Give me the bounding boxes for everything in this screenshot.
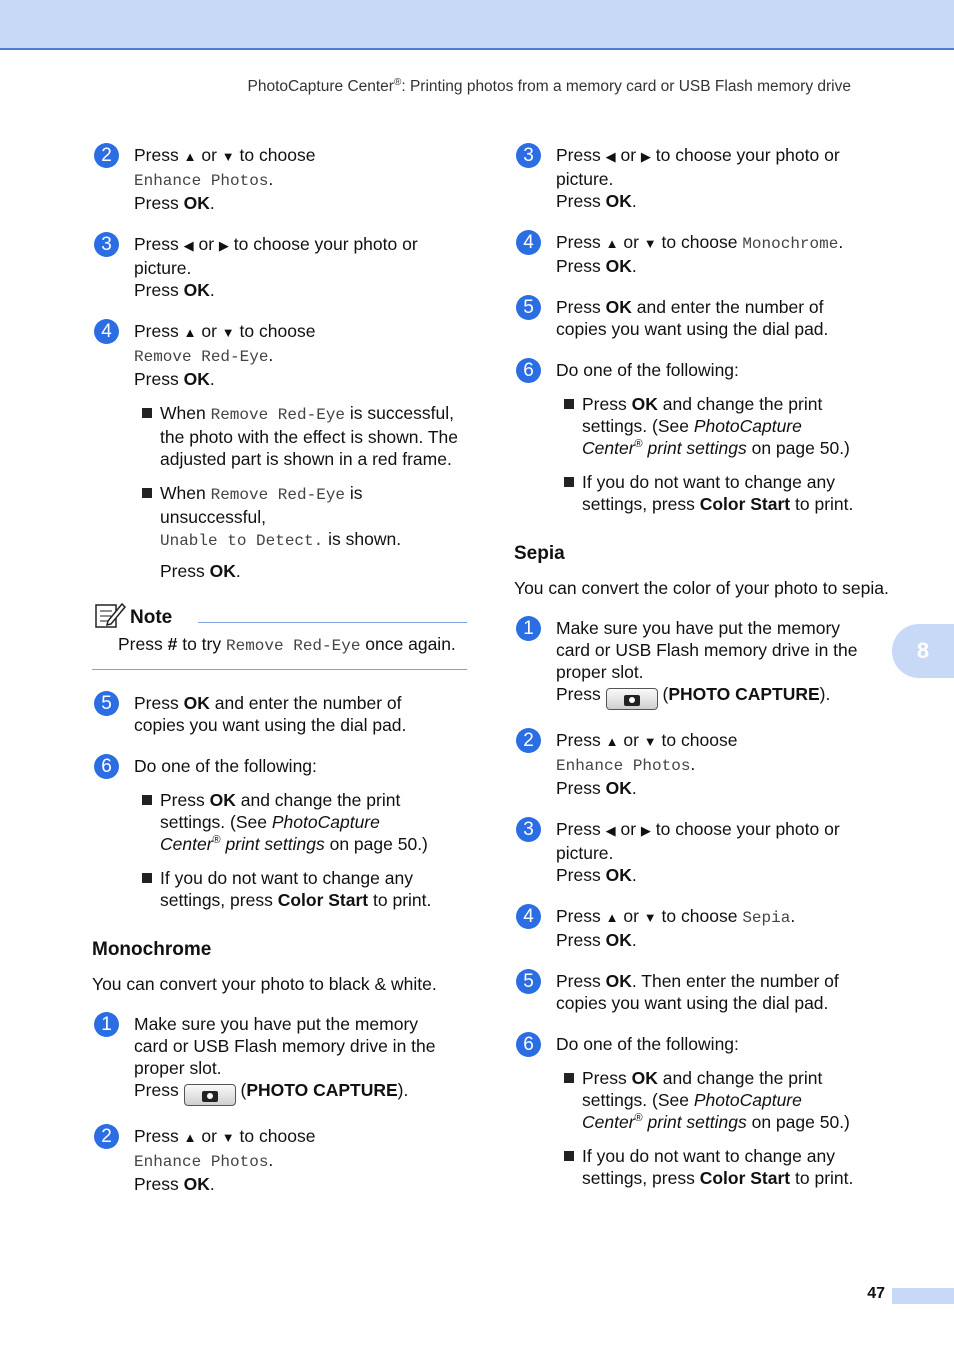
step-enhance: 2 Press ▲ or ▼ to choose Enhance Photos. Press OK.	[92, 144, 467, 214]
up-arrow-icon: ▲	[183, 325, 197, 340]
step-number: 2	[94, 143, 119, 168]
sepia-desc: You can convert the color of your photo to sepia.	[514, 578, 889, 598]
step-number: 5	[94, 691, 119, 716]
camera-icon	[202, 1091, 218, 1102]
running-header: PhotoCapture Center®: Printing photos from a memory card or USB Flash memory drive	[247, 76, 851, 95]
top-banner	[0, 0, 954, 50]
step-number: 4	[516, 904, 541, 929]
step-copies: 5 Press OK and enter the number of copies you want using the dial pad.	[92, 692, 467, 736]
step-number: 4	[94, 319, 119, 344]
bullet-change-settings: Press OK and change the print settings. (See PhotoCapture Center® print settings on page 50.)	[556, 393, 889, 459]
step-sepia-do-one: 6 Do one of the following: Press OK and change the print settings. (See PhotoCapture Center® print settings on page 50.) If you do not want to change any settings, press Color Start to print.	[514, 1033, 889, 1189]
step-mono-choose: 4 Press ▲ or ▼ to choose Monochrome. Press OK.	[514, 231, 889, 277]
down-arrow-icon: ▼	[221, 325, 235, 340]
page-number: 47	[867, 1285, 885, 1302]
right-arrow-icon: ▶	[640, 823, 651, 838]
up-arrow-icon: ▲	[605, 236, 619, 251]
bullet-square-icon	[564, 399, 574, 409]
step-number: 6	[516, 358, 541, 383]
down-arrow-icon: ▼	[221, 1130, 235, 1145]
step-number: 5	[516, 969, 541, 994]
bullet-no-change: If you do not want to change any settings, press Color Start to print.	[134, 867, 467, 911]
bullet-change-settings: Press OK and change the print settings. (See PhotoCapture Center® print settings on page 50.)	[556, 1067, 889, 1133]
bullet-square-icon	[142, 795, 152, 805]
bullet-change-settings: Press OK and change the print settings. (See PhotoCapture Center® print settings on page 50.)	[134, 789, 467, 855]
right-column	[514, 144, 889, 1208]
camera-icon	[624, 695, 640, 706]
bullet-square-icon	[142, 408, 152, 418]
photo-capture-button	[606, 688, 658, 710]
left-column	[92, 144, 467, 1214]
note-header: Note	[118, 601, 467, 629]
bullet-no-change: If you do not want to change any settings, press Color Start to print.	[556, 471, 889, 515]
left-arrow-icon: ◀	[605, 823, 616, 838]
step-sepia-insert-card: 1 Make sure you have put the memory card or USB Flash memory drive in the proper slot. Press (PHOTO CAPTURE).	[514, 617, 889, 710]
up-arrow-icon: ▲	[183, 1130, 197, 1145]
bullet-no-change: If you do not want to change any settings, press Color Start to print.	[556, 1145, 889, 1189]
down-arrow-icon: ▼	[221, 149, 235, 164]
bullet-square-icon	[564, 477, 574, 487]
step-sepia-copies: 5 Press OK. Then enter the number of copies you want using the dial pad.	[514, 970, 889, 1014]
step-number: 3	[516, 143, 541, 168]
note-box: Note Press # to try Remove Red-Eye once again.	[92, 601, 467, 670]
step-number: 3	[94, 232, 119, 257]
pencil-note-icon	[94, 601, 126, 629]
step-choose-photo: 3 Press ◀ or ▶ to choose your photo or picture. Press OK.	[92, 233, 467, 301]
section-title-monochrome: Monochrome	[92, 939, 212, 960]
monochrome-desc: You can convert your photo to black & white.	[92, 974, 437, 994]
right-arrow-icon: ▶	[218, 238, 229, 253]
bullet-redeye-success: When Remove Red-Eye is successful, the photo with the effect is shown. The adjusted part is shown in a red frame.	[134, 402, 467, 470]
step-number: 6	[94, 754, 119, 779]
up-arrow-icon: ▲	[605, 910, 619, 925]
chapter-tab: 8	[892, 624, 954, 678]
photo-capture-button	[184, 1084, 236, 1106]
right-arrow-icon: ▶	[640, 149, 651, 164]
step-mono-do-one: 6 Do one of the following: Press OK and change the print settings. (See PhotoCapture Center® print settings on page 50.) If you do not want to change any settings, press Color Start to print.	[514, 359, 889, 515]
bullet-square-icon	[564, 1073, 574, 1083]
step-number: 2	[94, 1124, 119, 1149]
step-number: 6	[516, 1032, 541, 1057]
section-title-sepia: Sepia	[514, 543, 565, 564]
down-arrow-icon: ▼	[643, 236, 657, 251]
step-insert-card: 1 Make sure you have put the memory card or USB Flash memory drive in the proper slot. Press (PHOTO CAPTURE).	[92, 1013, 467, 1106]
step-sepia-choose: 4 Press ▲ or ▼ to choose Sepia. Press OK.	[514, 905, 889, 951]
step-number: 4	[516, 230, 541, 255]
down-arrow-icon: ▼	[643, 734, 657, 749]
step-number: 3	[516, 817, 541, 842]
bullet-square-icon	[142, 873, 152, 883]
bullet-redeye-fail: When Remove Red-Eye is unsuccessful, Unable to Detect. is shown. Press OK.	[134, 482, 467, 582]
step-mono-enhance: 2 Press ▲ or ▼ to choose Enhance Photos. Press OK.	[92, 1125, 467, 1195]
step-mono-copies: 5 Press OK and enter the number of copies you want using the dial pad.	[514, 296, 889, 340]
note-rule	[198, 622, 467, 623]
page-number-bar	[892, 1288, 954, 1304]
up-arrow-icon: ▲	[183, 149, 197, 164]
step-sepia-choose-photo: 3 Press ◀ or ▶ to choose your photo or picture. Press OK.	[514, 818, 889, 886]
step-number: 5	[516, 295, 541, 320]
step-do-one: 6 Do one of the following: Press OK and change the print settings. (See PhotoCapture Center® print settings on page 50.) If you do not want to change any settings, press Color Start to print.	[92, 755, 467, 911]
left-arrow-icon: ◀	[183, 238, 194, 253]
bullet-square-icon	[142, 488, 152, 498]
step-mono-choose-photo: 3 Press ◀ or ▶ to choose your photo or picture. Press OK.	[514, 144, 889, 212]
up-arrow-icon: ▲	[605, 734, 619, 749]
step-redeye: 4 Press ▲ or ▼ to choose Remove Red-Eye. Press OK. When Remove Red-Eye is successful, the photo with the effect is shown. The adjusted part is shown in a red frame. When Remove Red-Eye is unsuccessful, Unable to Detect. is shown. Press OK.	[92, 320, 467, 582]
bullet-square-icon	[564, 1151, 574, 1161]
step-number: 2	[516, 728, 541, 753]
down-arrow-icon: ▼	[643, 910, 657, 925]
step-sepia-enhance: 2 Press ▲ or ▼ to choose Enhance Photos. Press OK.	[514, 729, 889, 799]
step-number: 1	[94, 1012, 119, 1037]
left-arrow-icon: ◀	[605, 149, 616, 164]
step-number: 1	[516, 616, 541, 641]
